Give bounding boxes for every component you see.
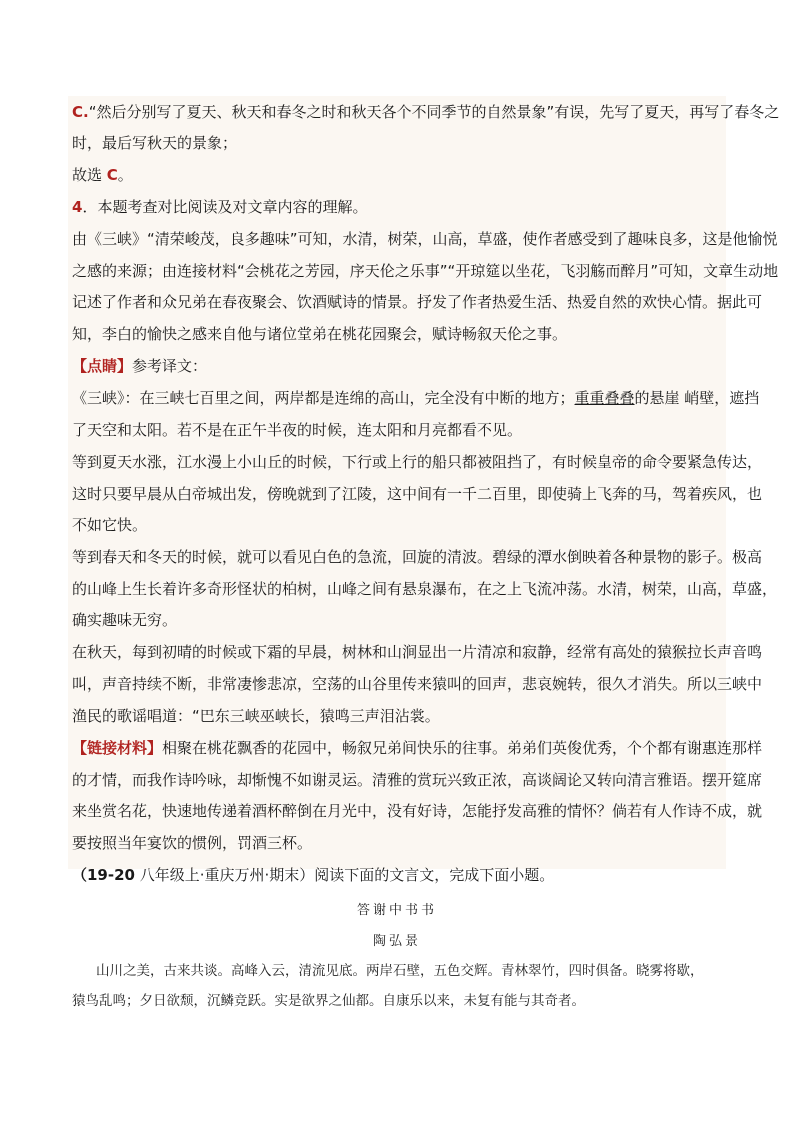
autumn-line-1: 在秋天，每到初晴的时候或下霜的早晨，树林和山涧显出一片清凉和寂静，经常有高处的猿猴拉长声音鸣: [72, 643, 763, 661]
answer-letter: C: [106, 166, 118, 184]
poem-author: 陶弘景: [372, 934, 421, 949]
spring-line-2: 的山峰上生长着许多奇形怪状的柏树，山峰之间有悬泉瀑布，在之上飞流冲荡。水清，树荣，山高，草盛，: [72, 580, 778, 598]
link-line-1: 【链接材料】相聚在桃花飘香的花园中，畅叙兄弟间快乐的往事。弟弟们英俊优秀，个个都有谢惠连那样: [72, 739, 763, 757]
option-c-line-2: 时，最后写秋天的景象；: [72, 134, 238, 152]
summer-line-3: 不如它快。: [72, 516, 148, 534]
summer-line-2: 这时只要早晨从白帝城出发，傍晚就到了江陵，这中间有一千二百里，即使骑上飞奔的马，驾着疾风，也: [72, 485, 763, 503]
next-question-source: （19-20 八年级上·重庆万州·期末）阅读下面的文言文，完成下面小题。: [72, 866, 555, 884]
poem-line-2: 猿鸟乱鸣；夕日欲颓，沉鳞竞跃。实是欲界之仙都。自康乐以来，未复有能与其奇者。: [72, 993, 585, 1009]
sanxia-line-2: 了天空和太阳。若不是在正午半夜的时候，连太阳和月亮都看不见。: [72, 421, 523, 439]
spring-line-1: 等到春天和冬天的时候，就可以看见白色的急流，回旋的清波。碧绿的潭水倒映着各种景物的影子。极高: [72, 548, 763, 566]
link-label: 【链接材料】: [72, 739, 163, 757]
autumn-line-2: 叫，声音持续不断，非常凄惨悲凉，空荡的山谷里传来猿叫的回声，悲哀婉转，很久才消失。所以三峡中: [72, 675, 763, 693]
link-line-4: 要按照当年宴饮的惯例，罚酒三杯。: [72, 834, 313, 852]
question-4-heading: 4．本题考查对比阅读及对文章内容的理解。: [72, 198, 368, 216]
analysis-line-3: 记述了作者和众兄弟在春夜聚会、饮酒赋诗的情景。抒发了作者热爱生活、热爱自然的欢快心情。据此可: [72, 293, 763, 311]
poem-line-1: 山川之美，古来共谈。高峰入云，清流见底。两岸石壁，五色交辉。青林翠竹，四时俱备。晓雾将歇，: [96, 963, 704, 979]
summer-line-1: 等到夏天水涨，江水漫上小山丘的时候，下行或上行的船只都被阻挡了，有时候皇帝的命令要紧急传达，: [72, 453, 763, 471]
sanxia-line-1: 《三峡》：在三峡七百里之间，两岸都是连绵的高山，完全没有中断的地方；重重叠叠的悬崖 峭壁，遮挡: [72, 389, 760, 407]
spring-line-3: 确实趣味无穷。: [72, 611, 178, 629]
link-line-3: 来坐赏名花，快速地传递着酒杯醉倒在月光中，没有好诗，怎能抒发高雅的情怀？倘若有人作诗不成，就: [72, 802, 763, 820]
option-c-text: “然后分别写了夏天、秋天和春冬之时和秋天各个不同季节的自然景象”有误，先写了夏天，再写了春冬之: [88, 103, 780, 121]
question-number: 4: [72, 198, 83, 216]
analysis-line-4: 知，李白的愉快之感来自他与诸位堂弟在桃花园聚会，赋诗畅叙天伦之事。: [72, 325, 568, 343]
link-line-2: 的才情，而我作诗吟咏，却惭愧不如谢灵运。清雅的赏玩兴致正浓，高谈阔论又转向清言雅语。摆开筵席: [72, 771, 763, 789]
autumn-line-3: 渔民的歌谣唱道：“巴东三峡巫峡长，猿鸣三声泪沾裳。: [72, 707, 440, 725]
option-c-line-1: [72, 102, 779, 122]
dianjing-line: 【点睛】参考译文：: [72, 357, 208, 375]
poem-title: 答谢中书书: [356, 903, 437, 918]
dianjing-label: 【点睛】: [72, 357, 133, 375]
option-c-label: C.: [72, 103, 89, 121]
answer-line: 故选 C。: [72, 166, 133, 184]
analysis-line-2: 之感的来源；由连接材料“会桃花之芳园，序天伦之乐事”“开琼筵以坐花，飞羽觞而醉月”可知，文章生动地: [72, 262, 779, 280]
analysis-line-1: 由《三峡》“清荣峻茂，良多趣味”可知，水清，树荣，山高，草盛，使作者感受到了趣味良多，这是他愉悦: [72, 230, 778, 248]
